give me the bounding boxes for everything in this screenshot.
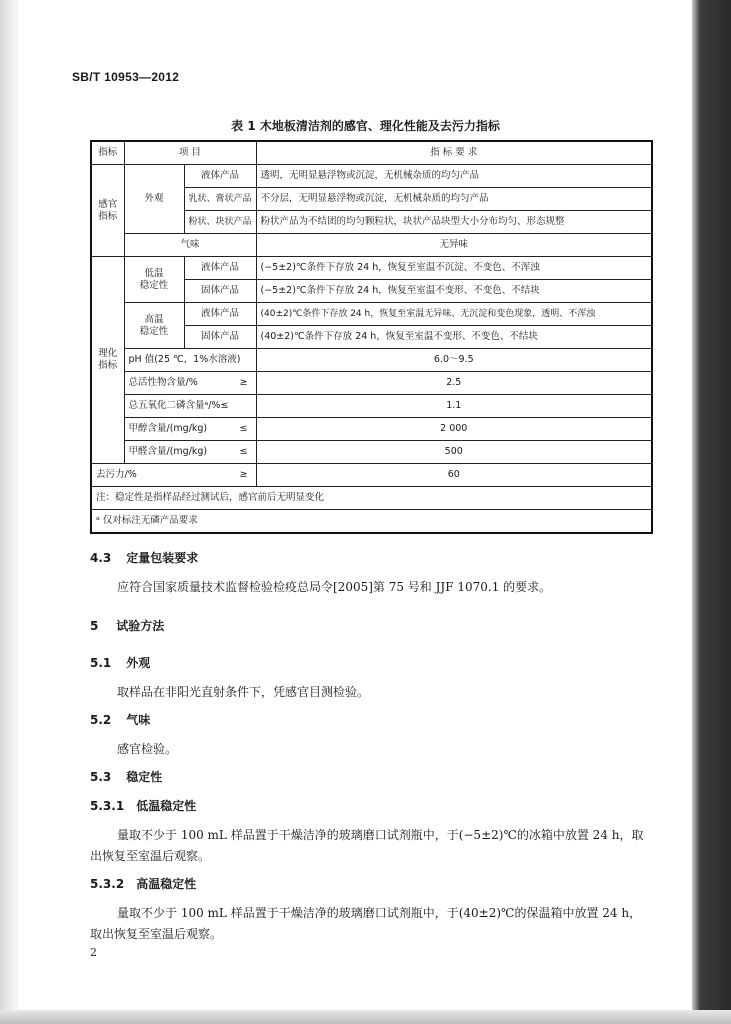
surfactant-req: 2.5 — [256, 372, 652, 395]
heading-number: 5.3 — [90, 770, 112, 784]
spec-table — [90, 140, 653, 534]
col-header-index: 指标 — [91, 141, 124, 165]
heading-number: 5.3.1 — [90, 799, 125, 813]
high-liquid-req: (40±2)℃条件下存放 24 h，恢复至室温无异味、无沉淀和变色现象，透明、不浑浊 — [256, 303, 652, 326]
odor-req: 无异味 — [256, 234, 652, 257]
table-row — [91, 395, 652, 418]
ph-label: pH 值(25 ℃，1%水溶液) — [124, 349, 256, 372]
table-row — [91, 372, 652, 395]
paragraph-5-3-1-line1: 量取不少于 100 mL 样品置于干燥洁净的玻璃磨口试剂瓶中，于(−5±2)℃的冰箱中放置 24 h，取 — [117, 828, 644, 842]
table-row — [91, 165, 652, 188]
table-header-row — [91, 141, 652, 165]
table-row — [91, 464, 652, 487]
table-note: 注：稳定性是指样品经过测试后，感官前后无明显变化 — [91, 487, 652, 510]
paragraph-5-3-2-line1: 量取不少于 100 mL 样品置于干燥洁净的玻璃磨口试剂瓶中，于(40±2)℃的保温箱中放置 24 h， — [117, 906, 642, 920]
cream-req: 不分层，无明显悬浮物或沉淀，无机械杂质的均匀产品 — [256, 188, 652, 211]
formaldehyde-label: 甲醛含量/(mg/kg) — [128, 446, 208, 457]
col-header-req: 指 标 要 求 — [256, 141, 652, 165]
low-solid-label: 固体产品 — [184, 280, 256, 303]
table-footnote-row — [91, 510, 652, 534]
table-row — [91, 418, 652, 441]
heading-title: 试验方法 — [116, 619, 165, 633]
p2o5-label: 总五氧化二磷含量ᵃ/%≤ — [124, 395, 256, 418]
heading-5-3-2 — [90, 875, 196, 892]
formaldehyde-req: 500 — [256, 441, 652, 464]
ph-req: 6.0～9.5 — [256, 349, 652, 372]
heading-5-2 — [90, 711, 150, 728]
table-row — [91, 303, 652, 326]
surfactant-op: ≥ — [239, 377, 248, 388]
powder-label: 粉状、块状产品 — [184, 211, 256, 234]
col-header-item: 项 目 — [124, 141, 256, 165]
heading-number: 5 — [90, 619, 99, 633]
low-liquid-req: (−5±2)℃条件下存放 24 h，恢复至室温不沉淀、不变色、不浑浊 — [256, 257, 652, 280]
heading-title: 定量包装要求 — [126, 551, 199, 565]
methanol-req: 2 000 — [256, 418, 652, 441]
standard-code: SB/T 10953—2012 — [72, 70, 180, 84]
surfactant-label: 总活性物含量/% — [128, 377, 198, 388]
odor-label: 气味 — [124, 234, 256, 257]
table-row — [91, 234, 652, 257]
table-row — [91, 441, 652, 464]
methanol-op: ≤ — [239, 423, 248, 434]
decontam-cell — [91, 464, 256, 487]
paragraph-5-3-2-line2: 取出恢复至室温后观察。 — [90, 927, 223, 941]
surfactant-cell — [124, 372, 256, 395]
heading-title: 低温稳定性 — [136, 799, 197, 813]
low-liquid-label: 液体产品 — [184, 257, 256, 280]
decontam-op: ≥ — [239, 469, 248, 480]
appearance-label: 外观 — [124, 165, 184, 234]
formaldehyde-op: ≤ — [239, 446, 248, 457]
heading-4-3 — [90, 549, 198, 566]
powder-req: 粉状产品为不结团的均匀颗粒状，块状产品块型大小分布均匀、形态规整 — [256, 211, 652, 234]
heading-5-3-1 — [90, 797, 196, 814]
heading-number: 5.2 — [90, 713, 112, 727]
formaldehyde-cell — [124, 441, 256, 464]
paragraph-4-3: 应符合国家质量技术监督检验检疫总局令[2005]第 75 号和 JJF 1070.1 的要求。 — [117, 580, 552, 594]
high-solid-req: (40±2)℃条件下存放 24 h，恢复至室温不变形、不变色、不结块 — [256, 326, 652, 349]
table-footnote: ᵃ 仅对标注无磷产品要求 — [91, 510, 652, 534]
table-row — [91, 257, 652, 280]
low-temp-label: 低温 稳定性 — [124, 257, 184, 303]
heading-5 — [90, 617, 164, 634]
table-title: 表 1 木地板清洁剂的感官、理化性能及去污力指标 — [231, 119, 500, 133]
paragraph-5-3-1-line2: 出恢复至室温后观察。 — [90, 849, 211, 863]
methanol-label: 甲醇含量/(mg/kg) — [128, 423, 208, 434]
paragraph-5-1: 取样品在非阳光直射条件下，凭感官目测检验。 — [117, 685, 370, 699]
cream-label: 乳状、膏状产品 — [184, 188, 256, 211]
heading-title: 外观 — [126, 656, 151, 670]
page-number: 2 — [90, 946, 97, 959]
heading-number: 5.3.2 — [90, 877, 125, 891]
heading-5-1 — [90, 654, 150, 671]
table-note-row — [91, 487, 652, 510]
heading-title: 高温稳定性 — [136, 877, 197, 891]
high-temp-label: 高温 稳定性 — [124, 303, 184, 349]
low-solid-req: (−5±2)℃条件下存放 24 h，恢复至室温不变形、不变色、不结块 — [256, 280, 652, 303]
heading-number: 5.1 — [90, 656, 112, 670]
high-liquid-label: 液体产品 — [184, 303, 256, 326]
heading-5-3 — [90, 768, 162, 785]
heading-title: 气味 — [126, 713, 151, 727]
scan-bottom-edge — [0, 1010, 731, 1024]
p2o5-req: 1.1 — [256, 395, 652, 418]
paragraph-5-2: 感官检验。 — [117, 742, 178, 756]
methanol-cell — [124, 418, 256, 441]
liquid-req: 透明，无明显悬浮物或沉淀，无机械杂质的均匀产品 — [256, 165, 652, 188]
high-solid-label: 固体产品 — [184, 326, 256, 349]
group-sensory: 感官 指标 — [91, 165, 124, 257]
decontam-label: 去污力/% — [96, 469, 137, 480]
liquid-label: 液体产品 — [184, 165, 256, 188]
decontam-req: 60 — [256, 464, 652, 487]
table-row — [91, 349, 652, 372]
heading-number: 4.3 — [90, 551, 112, 565]
group-physchem: 理化 指标 — [91, 257, 124, 464]
heading-title: 稳定性 — [126, 770, 163, 784]
